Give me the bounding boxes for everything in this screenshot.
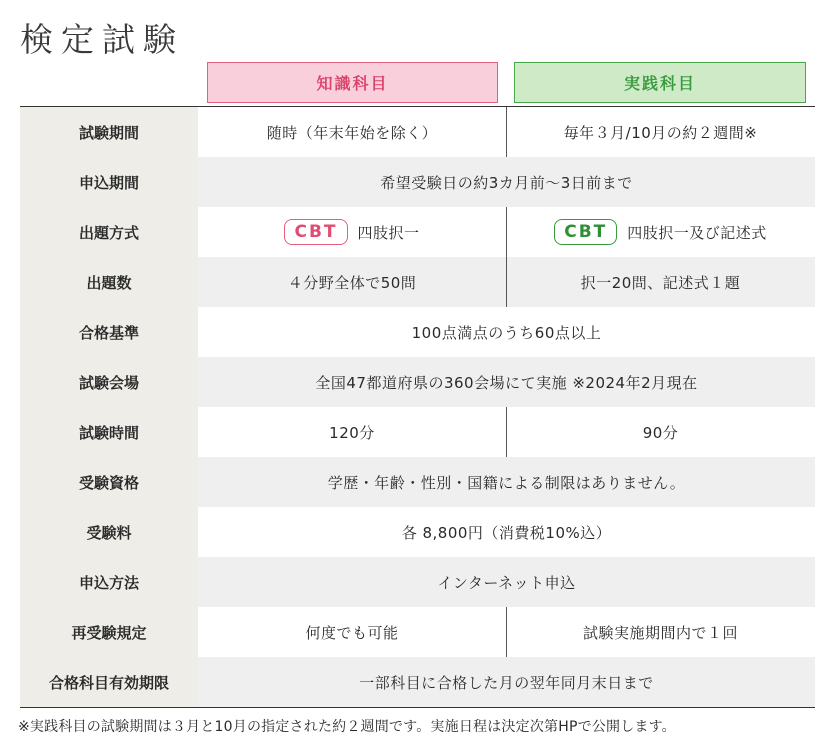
practical-cell: 毎年３月/10月の約２週間※	[506, 107, 814, 157]
column-header-practical: 実践科目	[514, 62, 806, 103]
row-label: 出題数	[20, 257, 198, 307]
table-row-venue	[20, 357, 815, 407]
format-text-knowledge: 四肢択一	[357, 223, 420, 242]
row-label: 出題方式	[20, 207, 198, 257]
row-label: 試験会場	[20, 357, 198, 407]
practical-cell	[506, 207, 814, 257]
row-label: 合格基準	[20, 307, 198, 357]
cbt-badge-knowledge: CBT	[284, 219, 347, 245]
row-label: 再受験規定	[20, 607, 198, 657]
table-row-eligibility	[20, 457, 815, 507]
exam-info-table	[20, 106, 815, 708]
footnote: ※実践科目の試験期間は３月と10月の指定された約２週間です。実施日程は決定次第HPで公開します。	[18, 719, 676, 735]
table-row-exam-time	[20, 407, 815, 457]
knowledge-cell: 何度でも可能	[305, 623, 399, 642]
shared-cell: 希望受験日の約3カ月前〜3日前まで	[380, 173, 633, 192]
table-row-retake-rules	[20, 607, 815, 657]
table-row-application-method	[20, 557, 815, 607]
row-label: 申込期間	[20, 157, 198, 207]
shared-cell: 各 8,800円（消費税10%込）	[401, 523, 612, 542]
practical-cell: 試験実施期間内で１回	[506, 607, 814, 657]
format-text-practical: 四肢択一及び記述式	[627, 223, 767, 242]
knowledge-cell: 120分	[329, 423, 375, 442]
table-row-question-count	[20, 257, 815, 307]
page-title: 検定試験	[20, 20, 184, 59]
table-row-exam-period	[20, 107, 815, 157]
shared-cell: 一部科目に合格した月の翌年同月末日まで	[359, 673, 654, 692]
row-label: 受験料	[20, 507, 198, 557]
row-label: 試験期間	[20, 107, 198, 157]
shared-cell: 全国47都道府県の360会場にて実施 ※2024年2月現在	[315, 373, 698, 392]
knowledge-cell: ４分野全体で50問	[287, 273, 417, 292]
row-label: 試験時間	[20, 407, 198, 457]
shared-cell: インターネット申込	[437, 573, 576, 592]
table-row-fee	[20, 507, 815, 557]
shared-cell: 学歴・年齢・性別・国籍による制限はありません。	[327, 473, 686, 492]
table-row-application-period	[20, 157, 815, 207]
row-label: 申込方法	[20, 557, 198, 607]
knowledge-cell	[198, 207, 506, 257]
row-label: 受験資格	[20, 457, 198, 507]
knowledge-cell: 随時（年末年始を除く）	[266, 123, 438, 142]
column-header-knowledge: 知識科目	[207, 62, 498, 103]
cbt-badge-practical: CBT	[554, 219, 617, 245]
practical-cell: 90分	[506, 407, 814, 457]
practical-cell: 択一20問、記述式１題	[506, 257, 814, 307]
shared-cell: 100点満点のうち60点以上	[411, 323, 602, 342]
table-row-pass-validity	[20, 657, 815, 707]
row-label: 合格科目有効期限	[20, 657, 198, 707]
table-row-pass-criteria	[20, 307, 815, 357]
table-row-question-format	[20, 207, 815, 257]
